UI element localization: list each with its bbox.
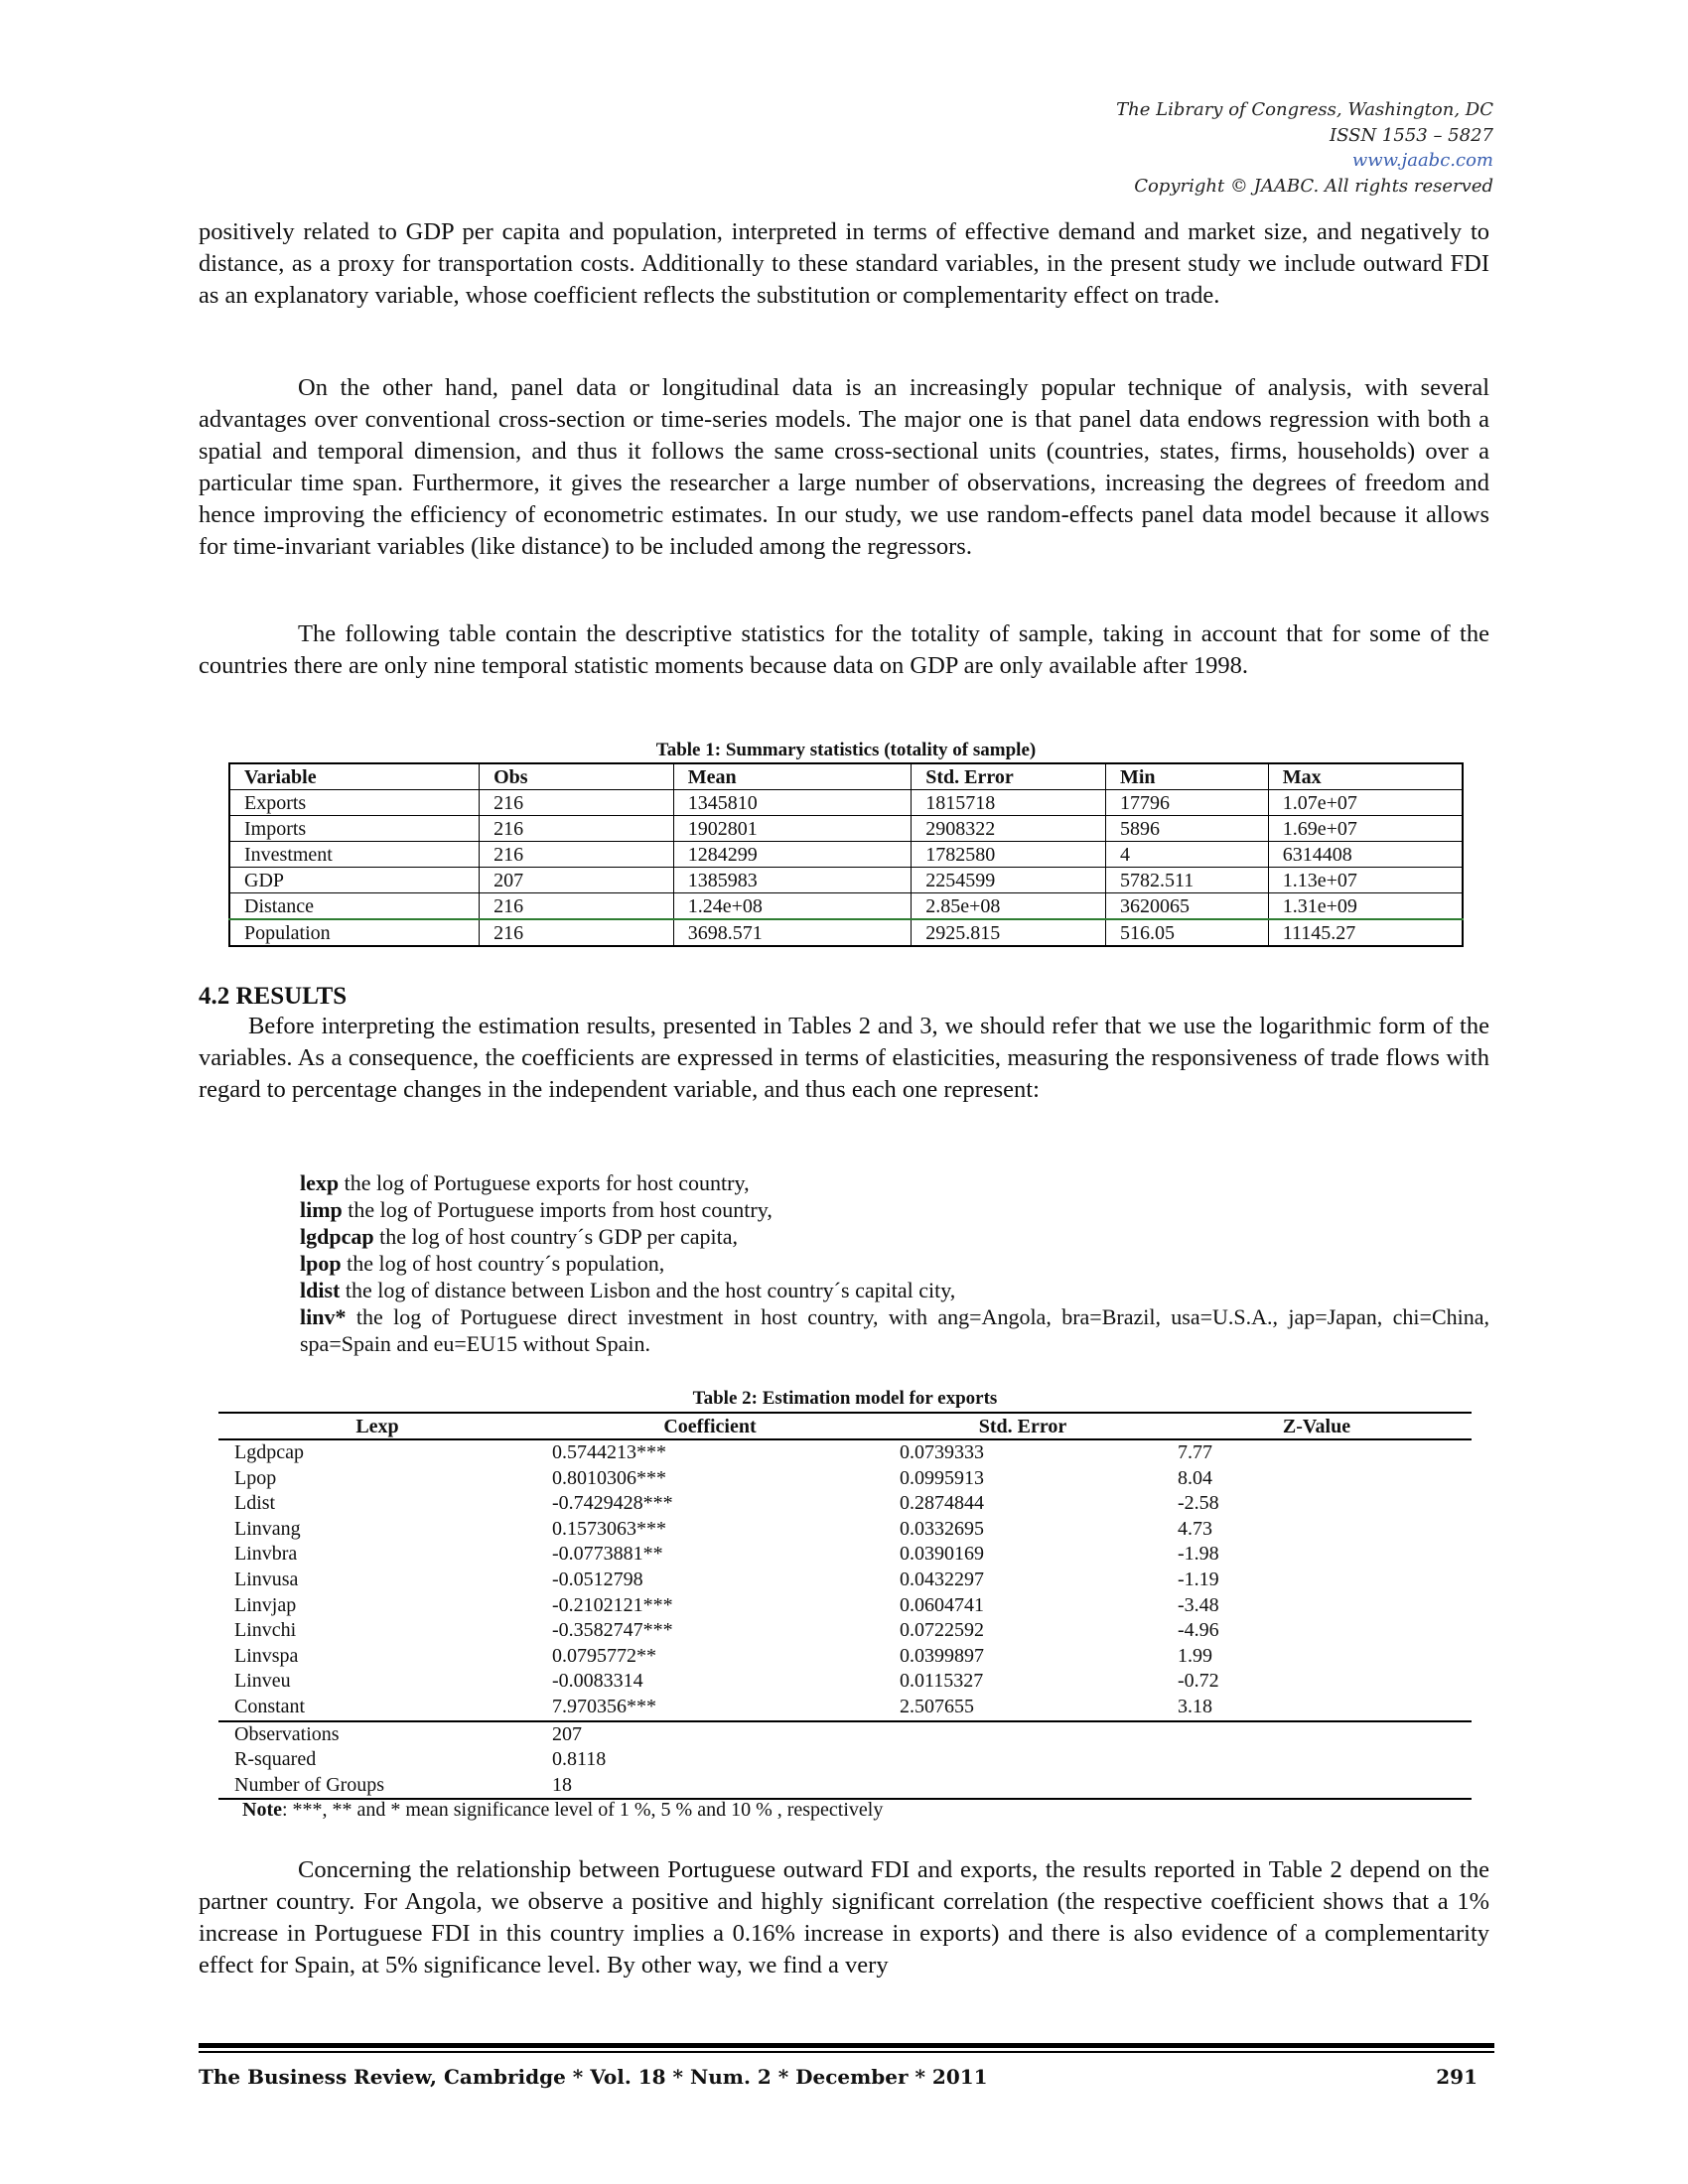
- header-copyright: Copyright © JAABC. All rights reserved: [1134, 175, 1493, 197]
- table-cell: 3.18: [1178, 1695, 1212, 1717]
- table-cell: 0.0432297: [900, 1568, 984, 1590]
- table-cell: 3698.571: [673, 919, 912, 946]
- definition-item: [300, 1250, 1489, 1277]
- table-cell: 1.99: [1178, 1644, 1212, 1667]
- table-cell: 4.73: [1178, 1517, 1212, 1540]
- table-row: [229, 790, 1463, 816]
- table-row: [218, 1644, 1472, 1670]
- table-cell: -0.72: [1178, 1670, 1219, 1693]
- table-cell: 0.0604741: [900, 1593, 984, 1616]
- definition-item: [300, 1223, 1489, 1250]
- table-cell: 0.8010306***: [552, 1466, 666, 1489]
- stat-label: Observations: [218, 1721, 536, 1748]
- table-row: [218, 1618, 1472, 1644]
- table-cell: 216: [480, 842, 674, 868]
- definition-text: the log of Portuguese imports from host country,: [342, 1197, 773, 1222]
- table-cell: 207: [480, 868, 674, 893]
- column-header: Std. Error: [884, 1413, 1162, 1439]
- table-cell: 3620065: [1105, 893, 1268, 920]
- table-row: [229, 842, 1463, 868]
- column-header: Z-Value: [1162, 1413, 1472, 1439]
- table-cell: 0.1573063***: [552, 1517, 666, 1540]
- table-header-row: [218, 1413, 1472, 1439]
- table-cell: 0.0399897: [900, 1644, 984, 1667]
- table-cell: 1.69e+07: [1268, 816, 1463, 842]
- stat-value: 0.8118: [552, 1748, 607, 1771]
- table-cell: Exports: [229, 790, 480, 816]
- definition-term: linv*: [300, 1304, 347, 1329]
- table-cell: -1.19: [1178, 1568, 1219, 1590]
- column-header: Lexp: [218, 1413, 536, 1439]
- table-cell: 0.0722592: [900, 1619, 984, 1642]
- table-cell: 216: [480, 919, 674, 946]
- definition-term: lgdpcap: [300, 1224, 374, 1249]
- table-cell: Linvchi: [234, 1619, 297, 1642]
- stats-row: [218, 1721, 1472, 1748]
- definition-term: ldist: [300, 1278, 341, 1302]
- table-cell: 1815718: [912, 790, 1106, 816]
- table-cell: 0.2874844: [900, 1492, 984, 1515]
- paragraph-text: On the other hand, panel data or longitudinal data is an increasingly popular technique of analysis, with several advantages over conventional cross-section or time-series models. The major one is that panel data endows regression with both a spatial and temporal dimension, and thus it follows the same cross-sectional units (countries, states, firms, households) over a particular time span. Furthermore, it gives the researcher a large number of observations, increasing the degrees of freedom and hence improving the efficiency of econometric estimates. In our study, we use random-effects panel data model because it allows for time-invariant variables (like distance) to be included among the regressors.: [199, 374, 1489, 560]
- stat-label: R-squared: [234, 1748, 317, 1771]
- table-row: [229, 893, 1463, 920]
- table-cell: 2.85e+08: [912, 893, 1106, 920]
- table-cell: 216: [480, 816, 674, 842]
- definition-text: the log of Portuguese exports for host country,: [339, 1170, 750, 1195]
- table-row: [229, 919, 1463, 946]
- table-cell: 0.0332695: [900, 1517, 984, 1540]
- paragraph-4: [199, 1011, 1489, 1106]
- stats-row: [218, 1773, 1472, 1800]
- journal-header: [1116, 97, 1493, 199]
- column-header: Std. Error: [912, 763, 1106, 790]
- table-cell: Investment: [229, 842, 480, 868]
- table-cell: -0.0083314: [552, 1670, 643, 1693]
- table-cell: 7.970356***: [552, 1695, 656, 1717]
- table-cell: Distance: [229, 893, 480, 920]
- table-cell: -0.0512798: [552, 1568, 643, 1590]
- table-cell: 0.0115327: [900, 1670, 984, 1693]
- table-cell: -0.7429428***: [552, 1492, 673, 1515]
- definition-text: the log of host country´s GDP per capita,: [373, 1224, 738, 1249]
- definition-text: the log of host country´s population,: [341, 1251, 665, 1276]
- column-header: Mean: [673, 763, 912, 790]
- table-row: [218, 1466, 1472, 1492]
- table-row: [218, 1517, 1472, 1543]
- stat-value: 18: [536, 1773, 884, 1800]
- table-cell: 4: [1105, 842, 1268, 868]
- table-cell: Linvjap: [234, 1593, 297, 1616]
- definition-term: limp: [300, 1197, 343, 1222]
- table-cell: -0.2102121***: [552, 1593, 673, 1616]
- table-cell: Imports: [229, 816, 480, 842]
- definition-text: the log of Portuguese direct investment in host country, with ang=Angola, bra=Brazil, usa=U.S.A., jap=Japan, chi=China, spa=Spain and eu=EU15 without Spain.: [300, 1304, 1489, 1356]
- table-cell: -4.96: [1178, 1619, 1219, 1642]
- table-header-row: [229, 763, 1463, 790]
- paragraph-5: [199, 1854, 1489, 1981]
- table-cell: 216: [480, 893, 674, 920]
- table-cell: Linvspa: [234, 1644, 299, 1667]
- table-row: [218, 1568, 1472, 1593]
- table-cell: -0.0773881**: [552, 1543, 663, 1566]
- table-cell: 5782.511: [1105, 868, 1268, 893]
- stats-row: [218, 1747, 1472, 1773]
- table-cell: Lgdpcap: [234, 1441, 304, 1463]
- table-cell: -2.58: [1178, 1492, 1219, 1515]
- table-cell: 11145.27: [1268, 919, 1463, 946]
- stat-label: Number of Groups: [218, 1773, 536, 1800]
- table-cell: 17796: [1105, 790, 1268, 816]
- table-cell: 1345810: [673, 790, 912, 816]
- table-cell: 5896: [1105, 816, 1268, 842]
- paragraph-text: The following table contain the descriptive statistics for the totality of sample, taking in account that for some of the countries there are only nine temporal statistic moments because data on GDP are only available after 1998.: [199, 620, 1489, 679]
- table-row: [229, 868, 1463, 893]
- table-1-title: Table 1: Summary statistics (totality of sample): [655, 740, 1037, 760]
- table-cell: 1.13e+07: [1268, 868, 1463, 893]
- table-row: [218, 1593, 1472, 1619]
- summary-statistics-table: [228, 762, 1464, 947]
- column-header: Variable: [229, 763, 480, 790]
- table-cell: 8.04: [1178, 1466, 1212, 1489]
- table-cell: Linvusa: [234, 1568, 299, 1590]
- table-cell: 2925.815: [912, 919, 1106, 946]
- paragraph-2: [199, 372, 1489, 563]
- footer-rule-thin: [199, 2051, 1494, 2053]
- table-cell: 6314408: [1268, 842, 1463, 868]
- table-cell: 216: [480, 790, 674, 816]
- column-header: Coefficient: [536, 1413, 884, 1439]
- paragraph-text: Before interpreting the estimation results, presented in Tables 2 and 3, we should refer that we use the logarithmic form of the variables. As a consequence, the coefficients are expressed in terms of elasticities, measuring the responsiveness of trade flows with regard to percentage changes in the independent variable, and thus each one represent:: [199, 1013, 1489, 1103]
- table-cell: Ldist: [234, 1492, 276, 1515]
- table-cell: 1.31e+09: [1268, 893, 1463, 920]
- table-cell: -1.98: [1178, 1543, 1219, 1566]
- paragraph-1: [199, 216, 1489, 312]
- table-cell: Constant: [234, 1695, 306, 1717]
- table-cell: 0.5744213***: [552, 1441, 666, 1463]
- table-cell: Population: [229, 919, 480, 946]
- page-number: 291: [1436, 2065, 1477, 2089]
- header-website-link[interactable]: www.jaabc.com: [1351, 150, 1493, 171]
- table-cell: Linvbra: [234, 1543, 298, 1566]
- definition-text: the log of distance between Lisbon and the host country´s capital city,: [340, 1278, 956, 1302]
- table-cell: 0.0739333: [900, 1441, 984, 1463]
- table-row: [218, 1542, 1472, 1568]
- table-cell: Linveu: [234, 1670, 291, 1693]
- table-cell: -3.48: [1178, 1593, 1219, 1616]
- header-issn: ISSN 1553 – 5827: [1330, 124, 1493, 146]
- table-2-title: Table 2: Estimation model for exports: [692, 1388, 998, 1409]
- table-row: [218, 1439, 1472, 1466]
- table-cell: GDP: [229, 868, 480, 893]
- stat-value: 207: [536, 1721, 884, 1748]
- table-cell: 1902801: [673, 816, 912, 842]
- table-cell: Linvang: [234, 1517, 301, 1540]
- table-cell: 1385983: [673, 868, 912, 893]
- table-cell: 2908322: [912, 816, 1106, 842]
- note-label: Note: [242, 1799, 282, 1821]
- table-cell: 0.0390169: [900, 1543, 984, 1566]
- table-cell: 2254599: [912, 868, 1106, 893]
- estimation-model-table: [218, 1412, 1472, 1800]
- table-cell: Lpop: [234, 1466, 277, 1489]
- paragraph-3: [199, 618, 1489, 682]
- table-cell: -0.3582747***: [552, 1619, 673, 1642]
- definition-item: [300, 1277, 1489, 1303]
- definition-item: [300, 1196, 1489, 1223]
- footer-rule: [199, 2043, 1494, 2048]
- table-row: [218, 1491, 1472, 1517]
- definition-item: [300, 1303, 1489, 1357]
- table-row: [218, 1695, 1472, 1721]
- table-cell: 2.507655: [900, 1695, 974, 1717]
- definition-item: [300, 1169, 1489, 1196]
- paragraph-text: Concerning the relationship between Portuguese outward FDI and exports, the results reported in Table 2 depend on the partner country. For Angola, we observe a positive and highly significant correlation (the respective coefficient shows that a 1% increase in Portuguese FDI in this country implies a 0.16% increase in exports) and there is also evidence of a complementarity effect for Spain, at 5% significance level. By other way, we find a very: [199, 1856, 1489, 1979]
- column-header: Min: [1105, 763, 1268, 790]
- header-library: The Library of Congress, Washington, DC: [1116, 99, 1493, 120]
- paragraph-text: positively related to GDP per capita and population, interpreted in terms of effective demand and market size, and negatively to distance, as a proxy for transportation costs. Additionally to these standard variables, in the present study we include outward FDI as an explanatory variable, whose coefficient reflects the substitution or complementarity effect on trade.: [199, 218, 1489, 309]
- table-cell: 1.07e+07: [1268, 790, 1463, 816]
- footer-journal: The Business Review, Cambridge * Vol. 18 * Num. 2 * December * 2011: [199, 2065, 988, 2089]
- definition-term: lexp: [300, 1170, 340, 1195]
- table-note: [242, 1799, 883, 1822]
- table-cell: 0.0795772**: [552, 1644, 656, 1667]
- table-cell: 0.0995913: [900, 1466, 984, 1489]
- table-cell: 516.05: [1105, 919, 1268, 946]
- note-text: : ***, ** and * mean significance level of 1 %, 5 % and 10 % , respectively: [281, 1799, 884, 1821]
- table-cell: 1284299: [673, 842, 912, 868]
- table-row: [218, 1669, 1472, 1695]
- variable-definitions: [300, 1169, 1489, 1357]
- section-heading: 4.2 RESULTS: [199, 983, 348, 1010]
- table-cell: 1782580: [912, 842, 1106, 868]
- table-cell: 1.24e+08: [673, 893, 912, 920]
- table-row: [229, 816, 1463, 842]
- table-cell: 7.77: [1178, 1441, 1212, 1463]
- definition-term: lpop: [300, 1251, 342, 1276]
- column-header: Max: [1268, 763, 1463, 790]
- column-header: Obs: [480, 763, 674, 790]
